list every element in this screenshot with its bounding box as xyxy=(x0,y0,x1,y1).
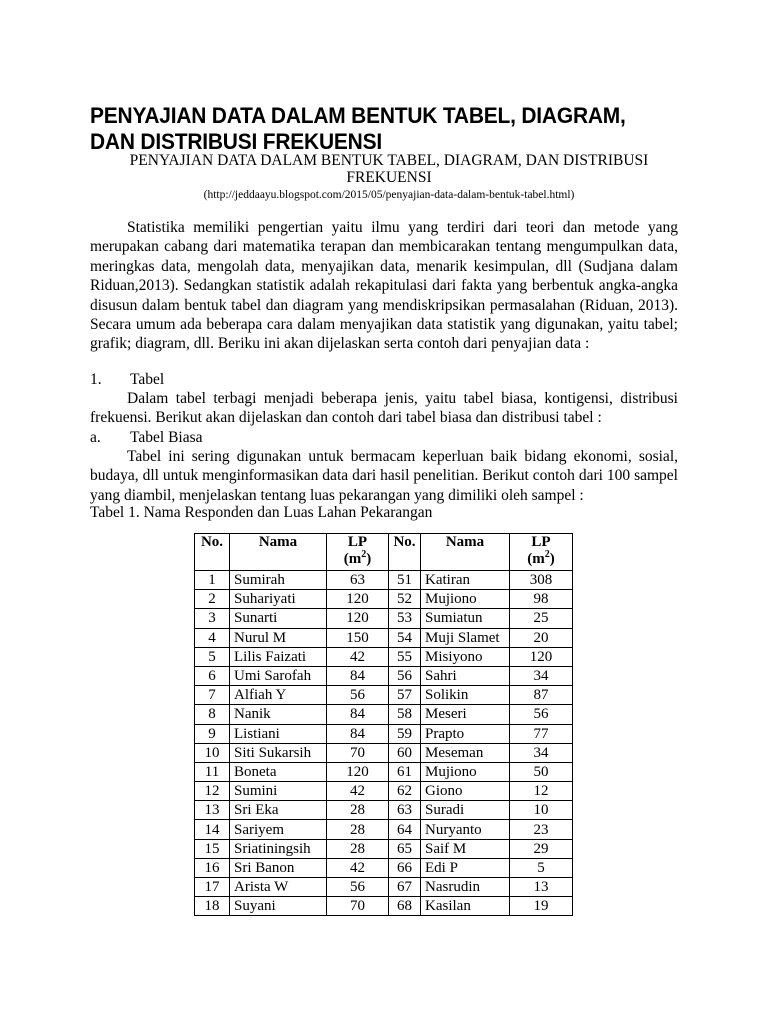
cell-lp: 42 xyxy=(327,858,389,877)
cell-no: 18 xyxy=(195,897,230,916)
cell-nama: Boneta xyxy=(230,762,327,781)
cell-lp: 120 xyxy=(327,609,389,628)
section-a-title: Tabel Biasa xyxy=(130,429,203,446)
cell-nama: Misiyono xyxy=(421,647,510,666)
cell-no: 16 xyxy=(195,858,230,877)
header-no-left: No. xyxy=(195,534,230,571)
cell-no: 6 xyxy=(195,666,230,685)
table-row xyxy=(195,839,573,858)
header-no-right: No. xyxy=(389,534,421,571)
cell-no: 62 xyxy=(389,782,421,801)
table-row xyxy=(195,782,573,801)
cell-no: 12 xyxy=(195,782,230,801)
cell-lp: 10 xyxy=(510,801,573,820)
cell-no: 60 xyxy=(389,743,421,762)
cell-no: 67 xyxy=(389,878,421,897)
cell-no: 5 xyxy=(195,647,230,666)
cell-nama: Meseri xyxy=(421,705,510,724)
table-body xyxy=(195,571,573,916)
cell-nama: Sariyem xyxy=(230,820,327,839)
table-row xyxy=(195,628,573,647)
cell-no: 63 xyxy=(389,801,421,820)
cell-no: 52 xyxy=(389,590,421,609)
cell-no: 10 xyxy=(195,743,230,762)
cell-nama: Nasrudin xyxy=(421,878,510,897)
table-row xyxy=(195,571,573,590)
section-1-heading xyxy=(90,370,164,389)
cell-lp: 42 xyxy=(327,782,389,801)
table-row xyxy=(195,724,573,743)
cell-nama: Suhariyati xyxy=(230,590,327,609)
header-nama-left: Nama xyxy=(230,534,327,571)
cell-lp: 20 xyxy=(510,628,573,647)
cell-no: 68 xyxy=(389,897,421,916)
cell-nama: Suyani xyxy=(230,897,327,916)
cell-nama: Listiani xyxy=(230,724,327,743)
cell-lp: 70 xyxy=(327,897,389,916)
cell-no: 9 xyxy=(195,724,230,743)
cell-lp: 56 xyxy=(327,878,389,897)
table-row xyxy=(195,878,573,897)
section-1-number: 1. xyxy=(90,371,102,388)
cell-nama: Umi Sarofah xyxy=(230,666,327,685)
cell-nama: Saif M xyxy=(421,839,510,858)
cell-no: 2 xyxy=(195,590,230,609)
cell-nama: Lilis Faizati xyxy=(230,647,327,666)
cell-no: 14 xyxy=(195,820,230,839)
cell-lp: 25 xyxy=(510,609,573,628)
cell-lp: 19 xyxy=(510,897,573,916)
cell-lp: 29 xyxy=(510,839,573,858)
table-header-row xyxy=(195,534,573,571)
cell-lp: 70 xyxy=(327,743,389,762)
cell-no: 8 xyxy=(195,705,230,724)
cell-no: 7 xyxy=(195,686,230,705)
cell-nama: Sumirah xyxy=(230,571,327,590)
header-lp-unit-close: ) xyxy=(549,551,555,567)
cell-nama: Sumini xyxy=(230,782,327,801)
cell-nama: Muji Slamet xyxy=(421,628,510,647)
section-a-letter: a. xyxy=(90,429,101,446)
header-lp-right xyxy=(510,534,573,571)
header-lp-label: LP xyxy=(347,534,368,550)
cell-no: 61 xyxy=(389,762,421,781)
cell-lp: 34 xyxy=(510,666,573,685)
table-row xyxy=(195,609,573,628)
cell-nama: Nuryanto xyxy=(421,820,510,839)
cell-lp: 34 xyxy=(510,743,573,762)
cell-no: 55 xyxy=(389,647,421,666)
table-row xyxy=(195,590,573,609)
cell-no: 65 xyxy=(389,839,421,858)
cell-nama: Sunarti xyxy=(230,609,327,628)
cell-lp: 120 xyxy=(327,590,389,609)
table-caption: Tabel 1. Nama Responden dan Luas Lahan Pekarangan xyxy=(90,504,433,521)
cell-nama: Sahri xyxy=(421,666,510,685)
cell-lp: 12 xyxy=(510,782,573,801)
cell-nama: Suradi xyxy=(421,801,510,820)
table-row xyxy=(195,820,573,839)
cell-lp: 84 xyxy=(327,705,389,724)
cell-nama: Kasilan xyxy=(421,897,510,916)
header-lp-label: LP xyxy=(531,534,551,550)
cell-nama: Sri Banon xyxy=(230,858,327,877)
cell-no: 15 xyxy=(195,839,230,858)
cell-no: 4 xyxy=(195,628,230,647)
cell-no: 66 xyxy=(389,858,421,877)
cell-no: 64 xyxy=(389,820,421,839)
respondent-table xyxy=(194,533,573,916)
cell-nama: Giono xyxy=(421,782,510,801)
table-row xyxy=(195,743,573,762)
cell-lp: 84 xyxy=(327,724,389,743)
cell-lp: 42 xyxy=(327,647,389,666)
cell-lp: 5 xyxy=(510,858,573,877)
cell-nama: Sriatiningsih xyxy=(230,839,327,858)
header-lp-unit-sup: 2 xyxy=(544,549,550,560)
cell-nama: Mujiono xyxy=(421,762,510,781)
cell-no: 59 xyxy=(389,724,421,743)
cell-nama: Sumiatun xyxy=(421,609,510,628)
header-lp-unit-open: (m xyxy=(343,551,362,567)
cell-nama: Prapto xyxy=(421,724,510,743)
header-lp-unit-open: (m xyxy=(527,551,545,567)
cell-lp: 50 xyxy=(510,762,573,781)
cell-no: 11 xyxy=(195,762,230,781)
cell-no: 58 xyxy=(389,705,421,724)
header-nama-right: Nama xyxy=(421,534,510,571)
cell-lp: 28 xyxy=(327,839,389,858)
cell-lp: 23 xyxy=(510,820,573,839)
section-1-title: Tabel xyxy=(130,371,165,388)
cell-nama: Nurul M xyxy=(230,628,327,647)
cell-no: 51 xyxy=(389,571,421,590)
cell-nama: Arista W xyxy=(230,878,327,897)
cell-lp: 308 xyxy=(510,571,573,590)
table-row xyxy=(195,705,573,724)
cell-no: 53 xyxy=(389,609,421,628)
section-1-paragraph: Dalam tabel terbagi menjadi beberapa jenis, yaitu tabel biasa, kontigensi, distribusi frekuensi. Berikut akan dijelaskan dan contoh dari tabel biasa dan distribusi tabel : xyxy=(90,390,678,427)
cell-lp: 84 xyxy=(327,666,389,685)
cell-nama: Katiran xyxy=(421,571,510,590)
header-lp-unit-close: ) xyxy=(366,551,372,567)
cell-lp: 87 xyxy=(510,686,573,705)
intro-paragraph: Statistika memiliki pengertian yaitu ilmu yang terdiri dari teori dan metode yang merupakan cabang dari matematika terapan dan membicarakan tentang mengumpulkan data, meringkas data, mengolah data, menyajikan data, menarik kesimpulan, dll (Sudjana dalam Riduan,2013). Sedangkan statistik adalah rekapitulasi dari fakta yang berbentuk angka-angka disusun dalam bentuk tabel dan diagram yang mendiskripsikan permasalahan (Riduan, 2013). Secara umum ada beberapa cara dalam menyajikan data statistik yang digunakan, yaitu tabel; grafik; diagram, dll. Beriku ini akan dijelaskan serta contoh dari penyajian data : xyxy=(90,219,678,353)
table-row xyxy=(195,801,573,820)
header-lp-unit-sup: 2 xyxy=(361,549,367,560)
table-row xyxy=(195,666,573,685)
table-row xyxy=(195,647,573,666)
cell-no: 3 xyxy=(195,609,230,628)
cell-lp: 120 xyxy=(327,762,389,781)
cell-lp: 28 xyxy=(327,801,389,820)
cell-nama: Siti Sukarsih xyxy=(230,743,327,762)
sub-title: PENYAJIAN DATA DALAM BENTUK TABEL, DIAGRAM, DAN DISTRIBUSI FREKUENSI xyxy=(129,152,649,186)
cell-no: 17 xyxy=(195,878,230,897)
section-a-paragraph: Tabel ini sering digunakan untuk bermacam keperluan baik bidang ekonomi, sosial, budaya, dll untuk menginformasikan data dari hasil penelitian. Berikut contoh dari 100 sampel yang diambil, menjelaskan tentang luas pekarangan yang dimiliki oleh sampel : xyxy=(90,448,678,504)
cell-lp: 28 xyxy=(327,820,389,839)
section-a-heading xyxy=(90,428,203,447)
cell-nama: Meseman xyxy=(421,743,510,762)
cell-nama: Nanik xyxy=(230,705,327,724)
cell-lp: 56 xyxy=(510,705,573,724)
cell-nama: Sri Eka xyxy=(230,801,327,820)
main-title: PENYAJIAN DATA DALAM BENTUK TABEL, DIAGRAM, DAN DISTRIBUSI FREKUENSI xyxy=(90,103,626,154)
table-row xyxy=(195,762,573,781)
cell-lp: 150 xyxy=(327,628,389,647)
cell-lp: 13 xyxy=(510,878,573,897)
source-url: (http://jeddaayu.blogspot.com/2015/05/penyajian-data-dalam-bentuk-tabel.html) xyxy=(203,189,575,201)
cell-lp: 120 xyxy=(510,647,573,666)
cell-nama: Alfiah Y xyxy=(230,686,327,705)
cell-no: 13 xyxy=(195,801,230,820)
cell-nama: Mujiono xyxy=(421,590,510,609)
cell-lp: 77 xyxy=(510,724,573,743)
cell-no: 56 xyxy=(389,666,421,685)
header-lp-left xyxy=(327,534,389,571)
cell-lp: 56 xyxy=(327,686,389,705)
cell-lp: 63 xyxy=(327,571,389,590)
cell-no: 57 xyxy=(389,686,421,705)
cell-no: 1 xyxy=(195,571,230,590)
cell-lp: 98 xyxy=(510,590,573,609)
cell-nama: Solikin xyxy=(421,686,510,705)
table-row xyxy=(195,897,573,916)
table-row xyxy=(195,686,573,705)
cell-no: 54 xyxy=(389,628,421,647)
table-row xyxy=(195,858,573,877)
cell-nama: Edi P xyxy=(421,858,510,877)
